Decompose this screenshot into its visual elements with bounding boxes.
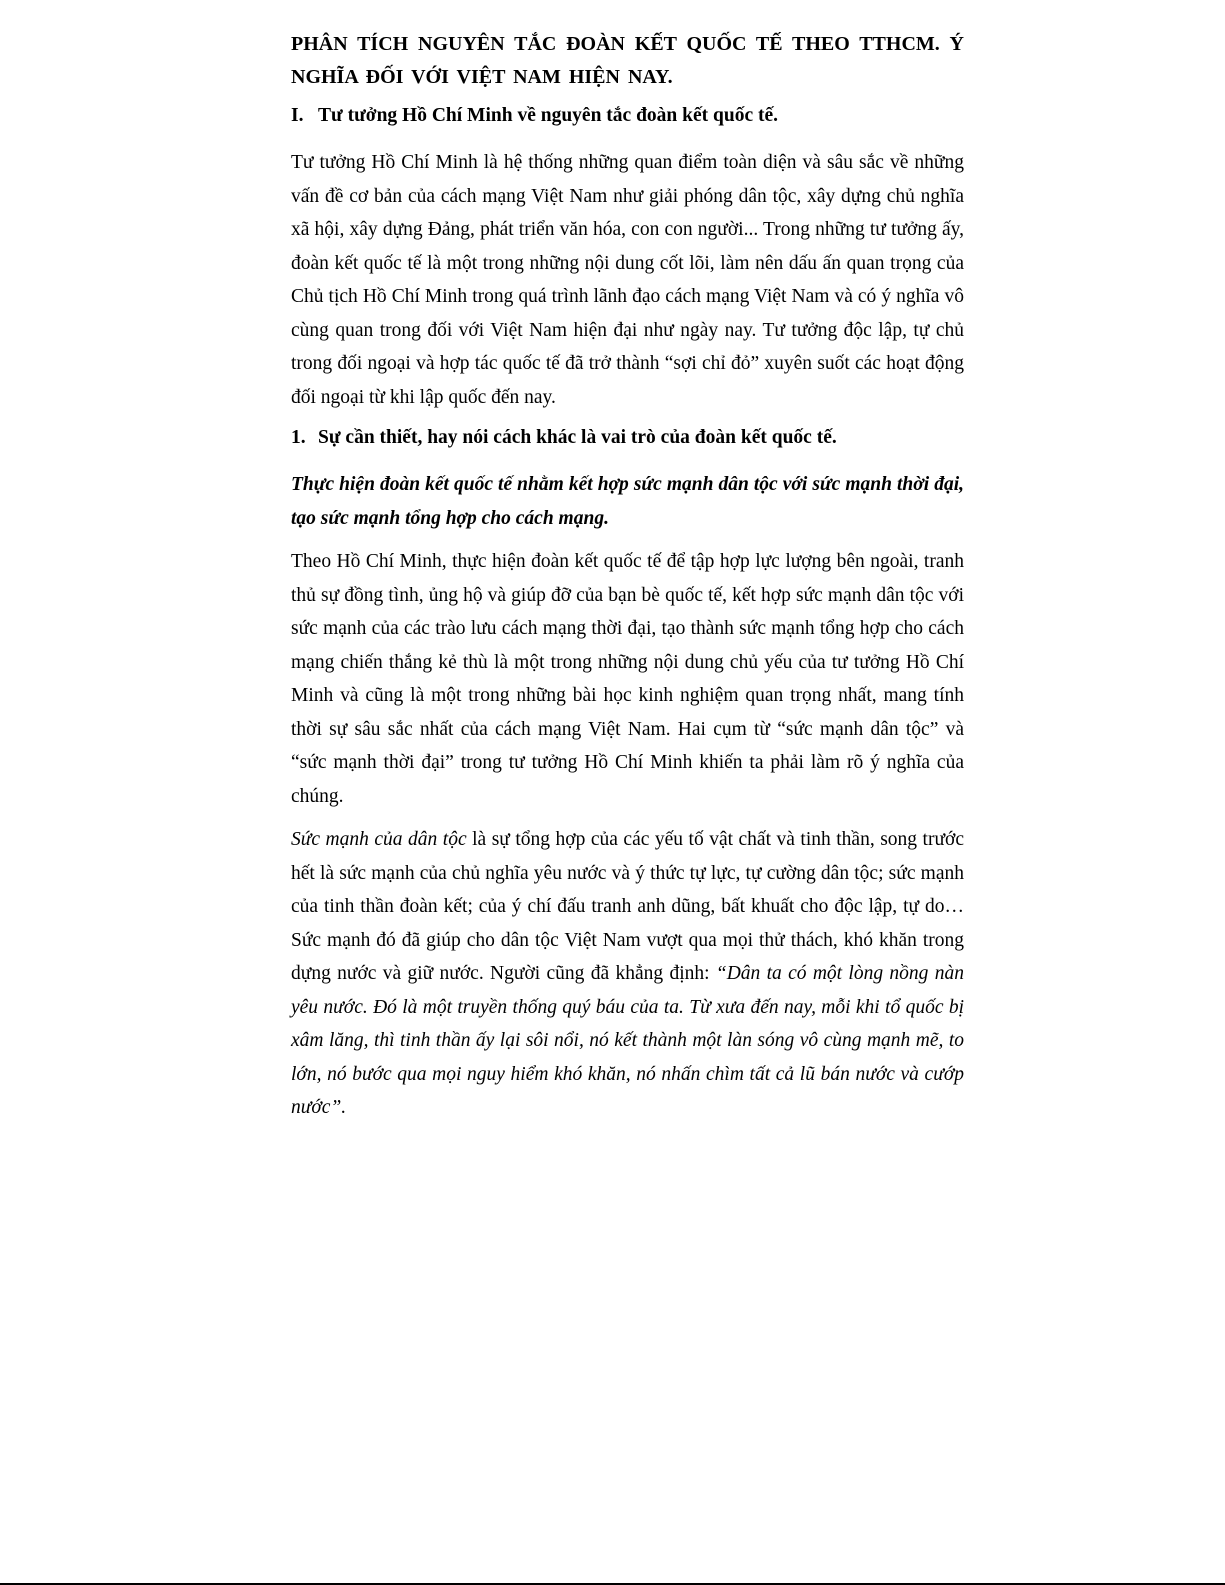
italic-lead-phrase: Sức mạnh của dân tộc: [291, 829, 467, 850]
emphasis-paragraph: Thực hiện đoàn kết quốc tế nhằm kết hợp sức mạnh dân tộc với sức mạnh thời đại, tạo sức mạnh tổng hợp cho cách mạng.: [291, 474, 964, 529]
quoted-passage: “Dân ta có một lòng nồng nàn yêu nước. Đó là một truyền thống quý báu của ta. Từ xưa đến nay, mỗi khi tổ quốc bị xâm lăng, thì tinh thần ấy lại sôi nổi, nó kết thành một làn sóng vô cùng mạnh mẽ, to lớn, nó bước qua mọi nguy hiểm khó khăn, nó nhấn chìm tất cả lũ bán nước và cướp nước”.: [291, 963, 964, 1118]
body-paragraph-2: Theo Hồ Chí Minh, thực hiện đoàn kết quốc tế để tập hợp lực lượng bên ngoài, tranh thủ sự đồng tình, ủng hộ và giúp đỡ của bạn bè quốc tế, kết hợp sức mạnh dân tộc với sức mạnh của các trào lưu cách mạng thời đại, tạo thành sức mạnh tổng hợp cho cách mạng chiến thắng kẻ thù là một trong những nội dung chủ yếu của tư tưởng Hồ Chí Minh và cũng là một trong những bài học kinh nghiệm quan trọng nhất, mang tính thời sự sâu sắc nhất của cách mạng Việt Nam. Hai cụm từ “sức mạnh dân tộc” và “sức mạnh thời đại” trong tư tưởng Hồ Chí Minh khiến ta phải làm rõ ý nghĩa của chúng.: [291, 551, 964, 807]
subsection-number: 1.: [291, 427, 306, 448]
subsection-heading-text: Sự cần thiết, hay nói cách khác là vai trò của đoàn kết quốc tế.: [318, 427, 837, 448]
section-heading-text: Tư tưởng Hồ Chí Minh về nguyên tắc đoàn kết quốc tế.: [318, 105, 778, 126]
document-page: [291, 28, 964, 1135]
section-heading: [291, 102, 964, 130]
paragraph-3-body: là sự tổng hợp của các yếu tố vật chất và tinh thần, song trước hết là sức mạnh của chủ nghĩa yêu nước và ý thức tự lực, tự cường dân tộc; sức mạnh của tinh thần đoàn kết; của ý chí đấu tranh anh dũng, bất khuất cho độc lập, tự do… Sức mạnh đó đã giúp cho dân tộc Việt Nam vượt qua mọi thử thách, khó khăn trong dựng nước và giữ nước. Người cũng đã khẳng định:: [291, 829, 964, 984]
section-number: I.: [291, 105, 304, 126]
intro-paragraph: Tư tưởng Hồ Chí Minh là hệ thống những quan điểm toàn diện và sâu sắc về những vấn đề cơ bản của cách mạng Việt Nam như giải phóng dân tộc, xây dựng chủ nghĩa xã hội, xây dựng Đảng, phát triển văn hóa, con con người... Trong những tư tưởng ấy, đoàn kết quốc tế là một trong những nội dung cốt lõi, làm nên dấu ấn quan trọng của Chủ tịch Hồ Chí Minh trong quá trình lãnh đạo cách mạng Việt Nam và có ý nghĩa vô cùng quan trong đối với Việt Nam hiện đại như ngày nay. Tư tưởng độc lập, tự chủ trong đối ngoại và hợp tác quốc tế đã trở thành “sợi chỉ đỏ” xuyên suốt các hoạt động đối ngoại từ khi lập quốc đến nay.: [291, 152, 964, 408]
body-paragraph-3: [291, 823, 964, 1125]
subsection-heading: [291, 424, 964, 452]
document-title: PHÂN TÍCH NGUYÊN TẮC ĐOÀN KẾT QUỐC TẾ THEO TTHCM. Ý NGHĨA ĐỐI VỚI VIỆT NAM HIỆN NAY.: [291, 33, 964, 88]
